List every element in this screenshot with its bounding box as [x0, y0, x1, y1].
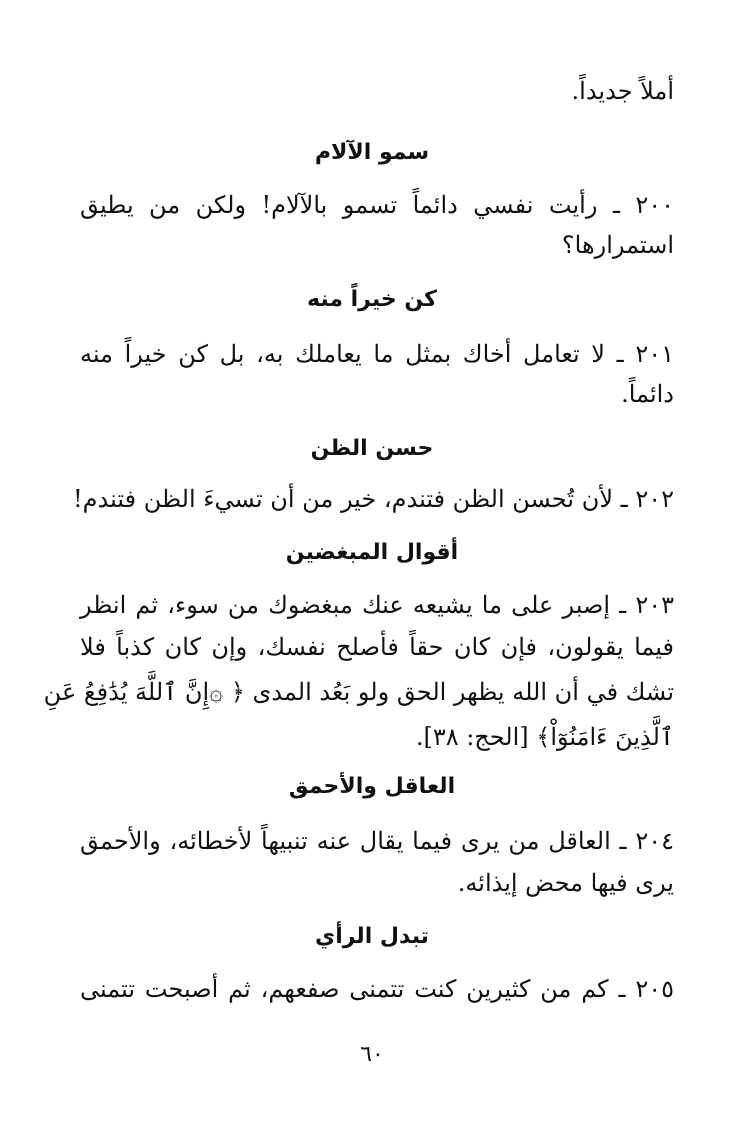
paragraph-line: أملاً جديداً. — [571, 77, 674, 105]
paragraph-line: ٢٠٢ ـ لأن تُحسن الظن فتندم، خير من أن تسيءَ الظن فتندم! — [73, 485, 674, 513]
section-heading-203: أقوال المبغضين — [285, 540, 459, 565]
section-heading-200: سمو الآلام — [314, 140, 430, 165]
paragraph-line: ٢٠٤ ـ العاقل من يرى فيما يقال عنه تنبيهاً لأخطائه، والأحمق — [80, 827, 674, 855]
page-number: ٦٠ — [360, 1042, 384, 1067]
section-heading-201: كن خيراً منه — [307, 287, 437, 312]
section-heading-204: العاقل والأحمق — [288, 774, 456, 799]
section-heading-202: حسن الظن — [310, 436, 434, 461]
paragraph-line: ٢٠١ ـ لا تعامل أخاك بمثل ما يعاملك به، بل كن خيراً منه — [80, 340, 674, 368]
paragraph-line: دائماً. — [621, 380, 674, 408]
paragraph-line: ٢٠٠ ـ رأيت نفسي دائماً تسمو بالآلام! ولكن من يطيق — [80, 191, 674, 219]
paragraph-line: ٢٠٥ ـ كم من كثيرين كنت تتمنى صفعهم، ثم أصبحت تتمنى — [80, 975, 674, 1003]
paragraph-line: يرى فيها محض إيذائه. — [457, 869, 674, 897]
paragraph-line: تشك في أن الله يظهر الحق ولو بَعُد المدى ﴿ ۞إِنَّ ٱللَّهَ يُدَٰفِعُ عَنِ — [43, 678, 674, 706]
paragraph-line: ٢٠٣ ـ إصبر على ما يشيعه عنك مبغضوك من سوء، ثم انظر — [80, 591, 674, 619]
paragraph-line: استمرارها؟ — [561, 231, 674, 259]
paragraph-line: ٱلَّذِينَ ءَامَنُوٓاْ﴾ [الحج: ٣٨]. — [415, 723, 674, 751]
section-heading-205: تبدل الرأي — [315, 924, 429, 949]
paragraph-line: فيما يقولون، فإن كان حقاً فأصلح نفسك، وإن كان كذباً فلا — [80, 633, 674, 661]
